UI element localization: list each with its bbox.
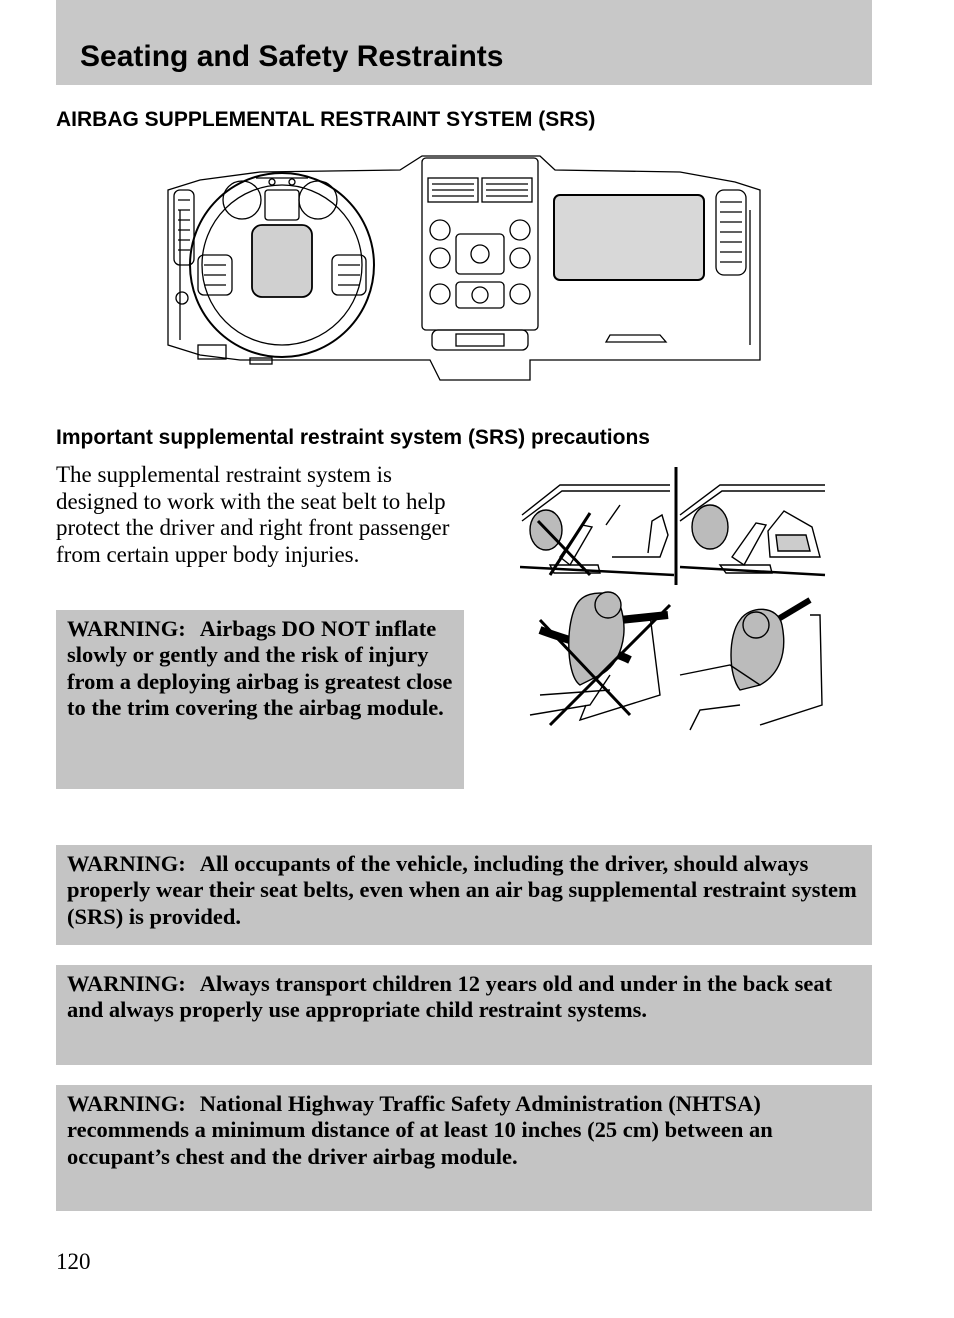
- warning-label: WARNING:: [67, 1091, 186, 1116]
- warning-text: Always transport children 12 years old and under in the back seat and always properly use appropriate child restraint systems.: [67, 971, 833, 1023]
- warning-nhtsa-distance: [56, 1085, 872, 1211]
- occupant-position-illustration: [520, 465, 830, 740]
- warning-text: Airbags DO NOT inflate slowly or gently and the risk of injury from a deploying airbag is greatest close to the trim covering the airbag module.: [67, 616, 453, 721]
- warning-text: All occupants of the vehicle, including the driver, should always properly wear their seat belts, even when an air bag supplemental restraint system (SRS) is provided.: [67, 851, 857, 929]
- section-heading: AIRBAG SUPPLEMENTAL RESTRAINT SYSTEM (SRS): [56, 108, 596, 131]
- warning-label: WARNING:: [67, 616, 186, 641]
- precautions-body: The supplemental restraint system is designed to work with the seat belt to help protect the driver and right front passenger from certain upper body injuries.: [56, 462, 450, 567]
- dashboard-illustration: [160, 150, 770, 405]
- warning-label: WARNING:: [67, 971, 186, 996]
- page-title: Seating and Safety Restraints: [80, 40, 504, 73]
- page-header: [56, 0, 872, 85]
- precautions-heading: Important supplemental restraint system (SRS) precautions: [56, 426, 650, 449]
- warning-label: WARNING:: [67, 851, 186, 876]
- warning-text: National Highway Traffic Safety Administration (NHTSA) recommends a minimum distance of at least 10 inches (25 cm) between an occupant’s chest and the driver airbag module.: [67, 1091, 773, 1169]
- warning-airbag-deploy: [56, 610, 464, 789]
- warning-seat-belts: [56, 845, 872, 945]
- warning-children: [56, 965, 872, 1065]
- page-number: 120: [56, 1249, 91, 1274]
